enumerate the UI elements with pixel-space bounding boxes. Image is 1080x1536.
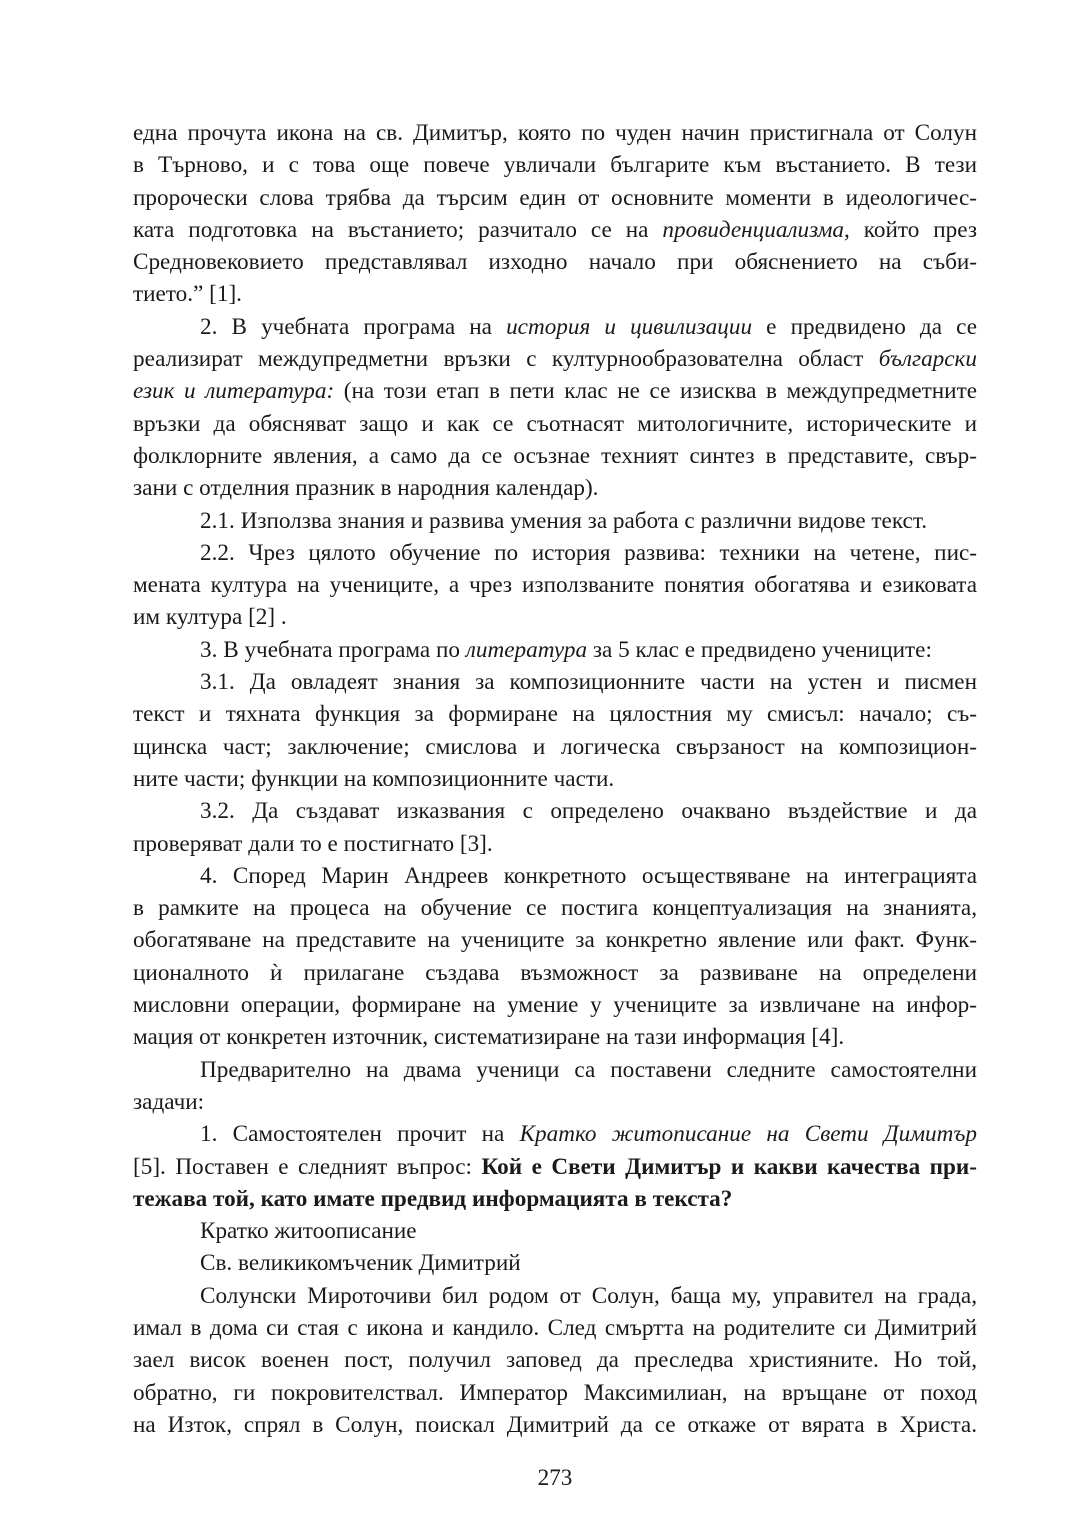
text-line — [133, 892, 977, 924]
text-line — [133, 1247, 977, 1279]
text-span: Солунски Мироточиви бил родом от Солун, баща му, управител на града, — [200, 1282, 977, 1309]
text-span: в рамките на процеса на обучение се постига концептуализация на знанията, — [133, 895, 977, 922]
text-span: имал в дома си стая с икона и кандило. След смъртта на родителите си Димитрий — [133, 1314, 977, 1341]
text-line — [133, 1151, 977, 1183]
text-span: заел висок военен пост, получил заповед да преследва християните. Но той, — [133, 1347, 977, 1374]
text-span: 4. Според Марин Андреев конкретното осъществяване на интеграцията — [200, 862, 977, 889]
text-span: обратно, ги покровителствал. Император Максимилиан, на връщане от поход — [133, 1379, 977, 1406]
text-line — [133, 246, 977, 278]
text-span: на Изток, спрял в Солун, поискал Димитрий да се откаже от вярата в Христа. — [133, 1411, 977, 1438]
italic-text: български — [878, 346, 977, 373]
text-span: [5]. Поставен е следният въпрос: — [133, 1153, 482, 1180]
text-span: зани с отделния празник в народния календар). — [133, 475, 599, 502]
text-line — [133, 182, 977, 214]
text-span: тието.” [1]. — [133, 281, 242, 308]
text-span: мисловни операции, формиране на умение у учениците за извличане на инфор- — [133, 992, 977, 1019]
page-body — [133, 117, 977, 1441]
text-span: Предварително на двама ученици са поставени следните самостоятелни — [200, 1056, 977, 1083]
text-span: 3. В учебната програма по — [200, 636, 466, 663]
text-span: (на този етап в пети клас не се изисква в междупредметните — [334, 378, 977, 405]
text-span: 3.2. Да създават изказвания с определено очаквано въздействие и да — [200, 798, 977, 825]
text-line — [133, 989, 977, 1021]
text-span: в Търново, и с това още повече увличали българите към въстанието. В тези — [133, 152, 977, 179]
text-line — [133, 1054, 977, 1086]
text-span: Средновековието представлявал изходно начало при обяснението на съби- — [133, 249, 977, 276]
text-span: 2.2. Чрез цялото обучение по история развива: техники на четене, пис- — [200, 539, 977, 566]
bold-text: Кой е Свети Димитър и какви качества при- — [481, 1153, 977, 1180]
text-line — [133, 375, 977, 407]
text-span: 3.1. Да овладеят знания за композиционните части на устен и писмен — [200, 669, 977, 696]
text-span: пророчески слова трябва да търсим един от основните моменти в идеологичес- — [133, 184, 977, 211]
italic-text: история и цивилизации — [506, 313, 753, 340]
text-line — [133, 1118, 977, 1150]
bold-text: тежава той, като имате предвид информацията в текста? — [133, 1185, 733, 1212]
text-span: за 5 клас е предвидено учениците: — [587, 636, 932, 663]
text-span: ката подготовка на въстанието; разчитало се на — [133, 216, 663, 243]
text-span: 2. В учебната програма на — [200, 313, 507, 340]
text-span: Св. великикомъченик Димитрий — [200, 1250, 521, 1277]
text-span: е предвидено да се — [752, 313, 977, 340]
text-span: 2.1. Използва знания и развива умения за работа с различни видове текст. — [200, 507, 928, 534]
text-line — [133, 666, 977, 698]
text-line — [133, 763, 977, 795]
page-number: 273 — [537, 1465, 573, 1491]
text-line — [133, 1280, 977, 1312]
text-line — [133, 698, 977, 730]
text-line — [133, 311, 977, 343]
text-span: текст и тяхната функция за формиране на цялостния му смисъл: начало; съ- — [133, 701, 977, 728]
text-span: мация от конкретен източник, систематизиране на тази информация [4]. — [133, 1024, 845, 1051]
text-span: връзки да обясняват защо и как се съотнасят митологичните, историческите и — [133, 410, 977, 437]
italic-text: Кратко житописание на Свети Димитър — [519, 1121, 977, 1148]
text-line — [133, 440, 977, 472]
text-line — [133, 1183, 977, 1215]
text-span: една прочута икона на св. Димитър, която по чуден начин пристигнала от Солун — [133, 120, 977, 146]
text-line — [133, 1344, 977, 1376]
text-line — [133, 731, 977, 763]
text-line — [133, 472, 977, 504]
text-line — [133, 278, 977, 310]
text-line — [133, 117, 977, 149]
text-line — [133, 1021, 977, 1053]
text-line — [133, 924, 977, 956]
text-line — [133, 1215, 977, 1247]
text-line — [133, 505, 977, 537]
text-line — [133, 1377, 977, 1409]
text-span: фолклорните явления, а само да се осъзнае техният синтез в представите, свър- — [133, 442, 977, 469]
italic-text: провиденциализма — [662, 216, 844, 243]
text-span: обогатяване на представите на учениците за конкретно явление или факт. Функ- — [133, 927, 977, 954]
text-line — [133, 601, 977, 633]
text-line — [133, 1086, 977, 1118]
text-line — [133, 408, 977, 440]
text-span: реализират междупредметни връзки с културнообразователна област — [133, 346, 879, 373]
italic-text: език и литература: — [133, 378, 335, 405]
text-line — [133, 828, 977, 860]
text-line — [133, 860, 977, 892]
text-line — [133, 1409, 977, 1441]
text-line — [133, 634, 977, 666]
text-line — [133, 214, 977, 246]
text-line — [133, 569, 977, 601]
text-line — [133, 537, 977, 569]
text-line — [133, 149, 977, 181]
text-span: задачи: — [133, 1088, 205, 1115]
text-span: ционалното ѝ прилагане създава възможност за развиване на определени — [133, 959, 977, 986]
text-span: 1. Самостоятелен прочит на — [200, 1121, 520, 1148]
text-span: им култура [2] . — [133, 604, 287, 631]
text-span: мената култура на учениците, а чрез използваните понятия обогатява и езиковата — [133, 572, 977, 599]
text-span: , който през — [844, 216, 977, 243]
italic-text: литература — [465, 636, 588, 663]
text-line — [133, 957, 977, 989]
text-span: Кратко житоописание — [200, 1218, 417, 1245]
text-line — [133, 1312, 977, 1344]
text-span: ните части; функции на композиционните части. — [133, 765, 615, 792]
text-span: проверяват дали то е постигнато [3]. — [133, 830, 493, 857]
text-span: щинска част; заключение; смислова и логическа свързаност на композицион- — [133, 733, 977, 760]
text-line — [133, 795, 977, 827]
text-line — [133, 343, 977, 375]
